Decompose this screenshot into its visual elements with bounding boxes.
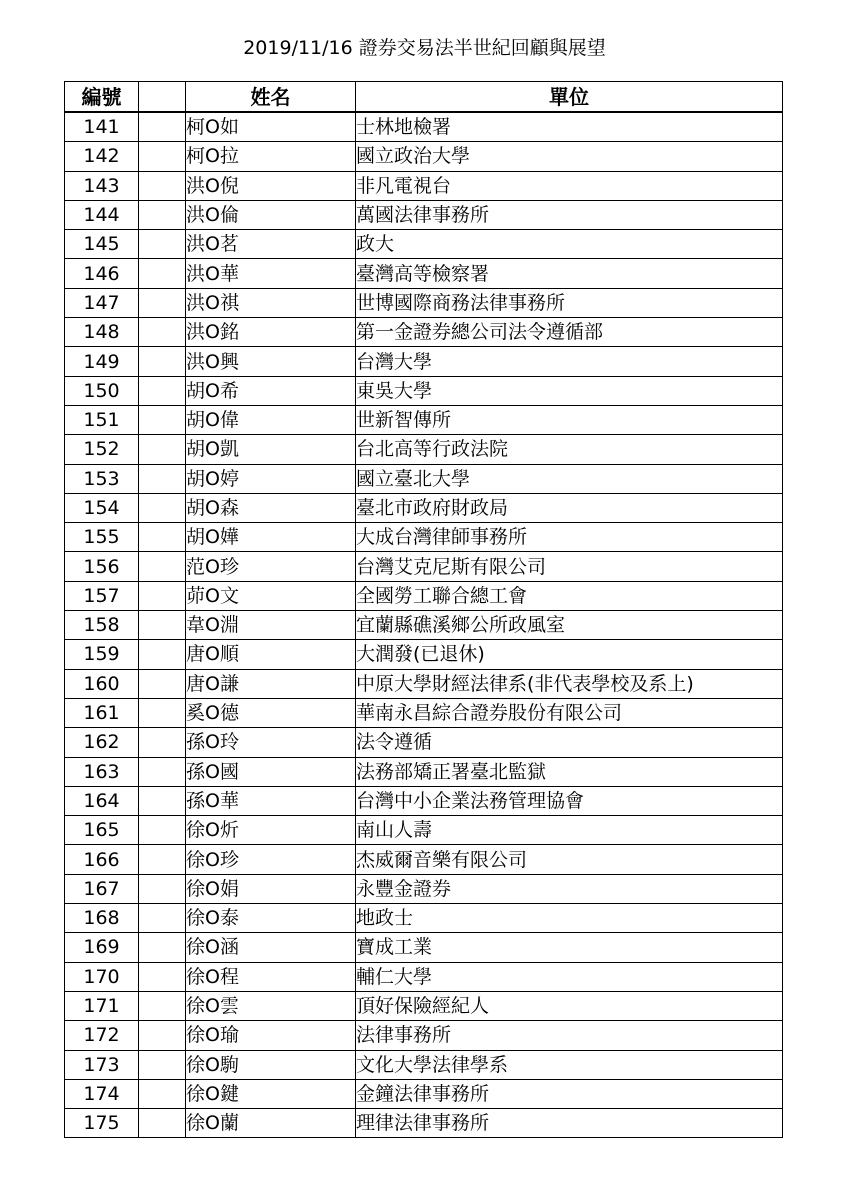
table-row [65, 376, 783, 405]
row-unit: 杰威爾音樂有限公司 [356, 845, 783, 874]
row-number: 170 [65, 962, 139, 991]
table-row [65, 493, 783, 522]
row-number: 146 [65, 259, 139, 288]
table-row [65, 171, 783, 200]
row-unit: 宜蘭縣礁溪鄉公所政風室 [356, 611, 783, 640]
row-blank-cell [139, 142, 186, 171]
row-blank-cell [139, 288, 186, 317]
row-number: 168 [65, 904, 139, 933]
row-number: 167 [65, 874, 139, 903]
row-blank-cell [139, 347, 186, 376]
header-name: 姓名 [186, 82, 356, 113]
row-unit: 大成台灣律師事務所 [356, 523, 783, 552]
row-unit: 華南永昌綜合證券股份有限公司 [356, 698, 783, 727]
table-row [65, 611, 783, 640]
row-unit: 中原大學財經法律系(非代表學校及系上) [356, 669, 783, 698]
row-blank-cell [139, 757, 186, 786]
row-number: 160 [65, 669, 139, 698]
table-row [65, 523, 783, 552]
row-blank-cell [139, 581, 186, 610]
row-unit: 國立政治大學 [356, 142, 783, 171]
row-blank-cell [139, 991, 186, 1020]
table-row [65, 1109, 783, 1138]
row-unit: 台灣艾克尼斯有限公司 [356, 552, 783, 581]
row-unit: 法務部矯正署臺北監獄 [356, 757, 783, 786]
table-row [65, 698, 783, 727]
table-row [65, 1050, 783, 1079]
row-name: 洪O興 [186, 347, 356, 376]
row-name: 徐O娟 [186, 874, 356, 903]
attendee-table [64, 81, 783, 1138]
row-number: 158 [65, 611, 139, 640]
row-name: 徐O駒 [186, 1050, 356, 1079]
row-unit: 士林地檢署 [356, 112, 783, 142]
page-title: 2019/11/16 證券交易法半世紀回顧與展望 [243, 37, 606, 59]
row-name: 徐O炘 [186, 816, 356, 845]
row-blank-cell [139, 786, 186, 815]
row-number: 175 [65, 1109, 139, 1138]
row-blank-cell [139, 1109, 186, 1138]
row-name: 徐O泰 [186, 904, 356, 933]
row-unit: 台灣中小企業法務管理協會 [356, 786, 783, 815]
row-unit: 台北高等行政法院 [356, 435, 783, 464]
row-name: 胡O嬅 [186, 523, 356, 552]
row-name: 洪O倪 [186, 171, 356, 200]
row-blank-cell [139, 405, 186, 434]
table-row [65, 874, 783, 903]
table-row [65, 318, 783, 347]
row-blank-cell [139, 933, 186, 962]
row-name: 徐O珍 [186, 845, 356, 874]
row-name: 徐O雲 [186, 991, 356, 1020]
row-unit: 臺灣高等檢察署 [356, 259, 783, 288]
row-name: 茆O文 [186, 581, 356, 610]
table-row [65, 581, 783, 610]
row-blank-cell [139, 728, 186, 757]
row-blank-cell [139, 171, 186, 200]
row-unit: 政大 [356, 230, 783, 259]
row-number: 164 [65, 786, 139, 815]
table-row [65, 288, 783, 317]
table-row [65, 552, 783, 581]
row-unit: 萬國法律事務所 [356, 200, 783, 229]
row-unit: 大潤發(已退休) [356, 640, 783, 669]
row-name: 胡O偉 [186, 405, 356, 434]
table-row [65, 405, 783, 434]
row-name: 洪O華 [186, 259, 356, 288]
row-number: 151 [65, 405, 139, 434]
row-unit: 第一金證券總公司法令遵循部 [356, 318, 783, 347]
table-row [65, 816, 783, 845]
row-unit: 東吳大學 [356, 376, 783, 405]
row-name: 柯O如 [186, 112, 356, 142]
header-number: 編號 [65, 82, 139, 113]
row-number: 141 [65, 112, 139, 142]
row-blank-cell [139, 904, 186, 933]
row-name: 孫O華 [186, 786, 356, 815]
table-row [65, 464, 783, 493]
row-blank-cell [139, 1050, 186, 1079]
row-number: 173 [65, 1050, 139, 1079]
table-row [65, 669, 783, 698]
row-name: 洪O茗 [186, 230, 356, 259]
row-blank-cell [139, 200, 186, 229]
table-row [65, 435, 783, 464]
row-number: 163 [65, 757, 139, 786]
row-blank-cell [139, 259, 186, 288]
row-unit: 世新智傳所 [356, 405, 783, 434]
row-name: 徐O鍵 [186, 1079, 356, 1108]
row-name: 唐O謙 [186, 669, 356, 698]
header-blank [139, 82, 186, 113]
table-row [65, 933, 783, 962]
row-blank-cell [139, 669, 186, 698]
row-name: 韋O淵 [186, 611, 356, 640]
table-body [65, 112, 783, 1138]
row-unit: 法律事務所 [356, 1021, 783, 1050]
table-row [65, 991, 783, 1020]
row-unit: 地政士 [356, 904, 783, 933]
row-unit: 南山人壽 [356, 816, 783, 845]
table-row [65, 728, 783, 757]
row-name: 徐O瑜 [186, 1021, 356, 1050]
row-blank-cell [139, 493, 186, 522]
table-row [65, 112, 783, 142]
row-name: 胡O希 [186, 376, 356, 405]
row-unit: 全國勞工聯合總工會 [356, 581, 783, 610]
table-row [65, 757, 783, 786]
row-blank-cell [139, 230, 186, 259]
row-unit: 金鐘法律事務所 [356, 1079, 783, 1108]
table-row [65, 1021, 783, 1050]
row-number: 156 [65, 552, 139, 581]
row-unit: 臺北市政府財政局 [356, 493, 783, 522]
row-number: 171 [65, 991, 139, 1020]
row-name: 范O珍 [186, 552, 356, 581]
row-unit: 寶成工業 [356, 933, 783, 962]
row-blank-cell [139, 523, 186, 552]
row-number: 149 [65, 347, 139, 376]
row-number: 162 [65, 728, 139, 757]
row-name: 奚O德 [186, 698, 356, 727]
row-number: 169 [65, 933, 139, 962]
row-blank-cell [139, 874, 186, 903]
row-name: 柯O拉 [186, 142, 356, 171]
row-unit: 世博國際商務法律事務所 [356, 288, 783, 317]
row-name: 孫O玲 [186, 728, 356, 757]
row-blank-cell [139, 112, 186, 142]
table-row [65, 200, 783, 229]
row-name: 唐O順 [186, 640, 356, 669]
row-number: 166 [65, 845, 139, 874]
row-unit: 非凡電視台 [356, 171, 783, 200]
row-blank-cell [139, 816, 186, 845]
row-name: 胡O森 [186, 493, 356, 522]
row-name: 徐O蘭 [186, 1109, 356, 1138]
row-blank-cell [139, 698, 186, 727]
row-name: 洪O倫 [186, 200, 356, 229]
row-number: 142 [65, 142, 139, 171]
table-header-row [65, 82, 783, 113]
table-row [65, 845, 783, 874]
row-number: 159 [65, 640, 139, 669]
row-blank-cell [139, 318, 186, 347]
row-blank-cell [139, 464, 186, 493]
table-row [65, 347, 783, 376]
table-row [65, 142, 783, 171]
row-blank-cell [139, 845, 186, 874]
row-name: 洪O銘 [186, 318, 356, 347]
table-row [65, 230, 783, 259]
row-number: 161 [65, 698, 139, 727]
row-number: 143 [65, 171, 139, 200]
row-number: 150 [65, 376, 139, 405]
row-number: 153 [65, 464, 139, 493]
row-blank-cell [139, 640, 186, 669]
header-unit: 單位 [356, 82, 783, 113]
row-blank-cell [139, 435, 186, 464]
row-unit: 文化大學法律學系 [356, 1050, 783, 1079]
row-number: 147 [65, 288, 139, 317]
row-blank-cell [139, 1079, 186, 1108]
row-number: 154 [65, 493, 139, 522]
row-number: 174 [65, 1079, 139, 1108]
row-unit: 理律法律事務所 [356, 1109, 783, 1138]
row-number: 157 [65, 581, 139, 610]
row-unit: 永豐金證券 [356, 874, 783, 903]
row-number: 144 [65, 200, 139, 229]
row-unit: 頂好保險經紀人 [356, 991, 783, 1020]
row-number: 165 [65, 816, 139, 845]
row-unit: 台灣大學 [356, 347, 783, 376]
row-number: 148 [65, 318, 139, 347]
row-name: 胡O凱 [186, 435, 356, 464]
table-row [65, 1079, 783, 1108]
row-name: 洪O祺 [186, 288, 356, 317]
row-blank-cell [139, 962, 186, 991]
row-number: 155 [65, 523, 139, 552]
row-blank-cell [139, 552, 186, 581]
row-blank-cell [139, 611, 186, 640]
table-row [65, 786, 783, 815]
row-blank-cell [139, 376, 186, 405]
table-row [65, 640, 783, 669]
row-name: 胡O婷 [186, 464, 356, 493]
table-row [65, 259, 783, 288]
table-row [65, 904, 783, 933]
row-name: 徐O涵 [186, 933, 356, 962]
row-unit: 輔仁大學 [356, 962, 783, 991]
row-number: 172 [65, 1021, 139, 1050]
row-name: 徐O程 [186, 962, 356, 991]
row-unit: 國立臺北大學 [356, 464, 783, 493]
table-row [65, 962, 783, 991]
row-blank-cell [139, 1021, 186, 1050]
row-name: 孫O國 [186, 757, 356, 786]
row-number: 152 [65, 435, 139, 464]
row-unit: 法令遵循 [356, 728, 783, 757]
row-number: 145 [65, 230, 139, 259]
